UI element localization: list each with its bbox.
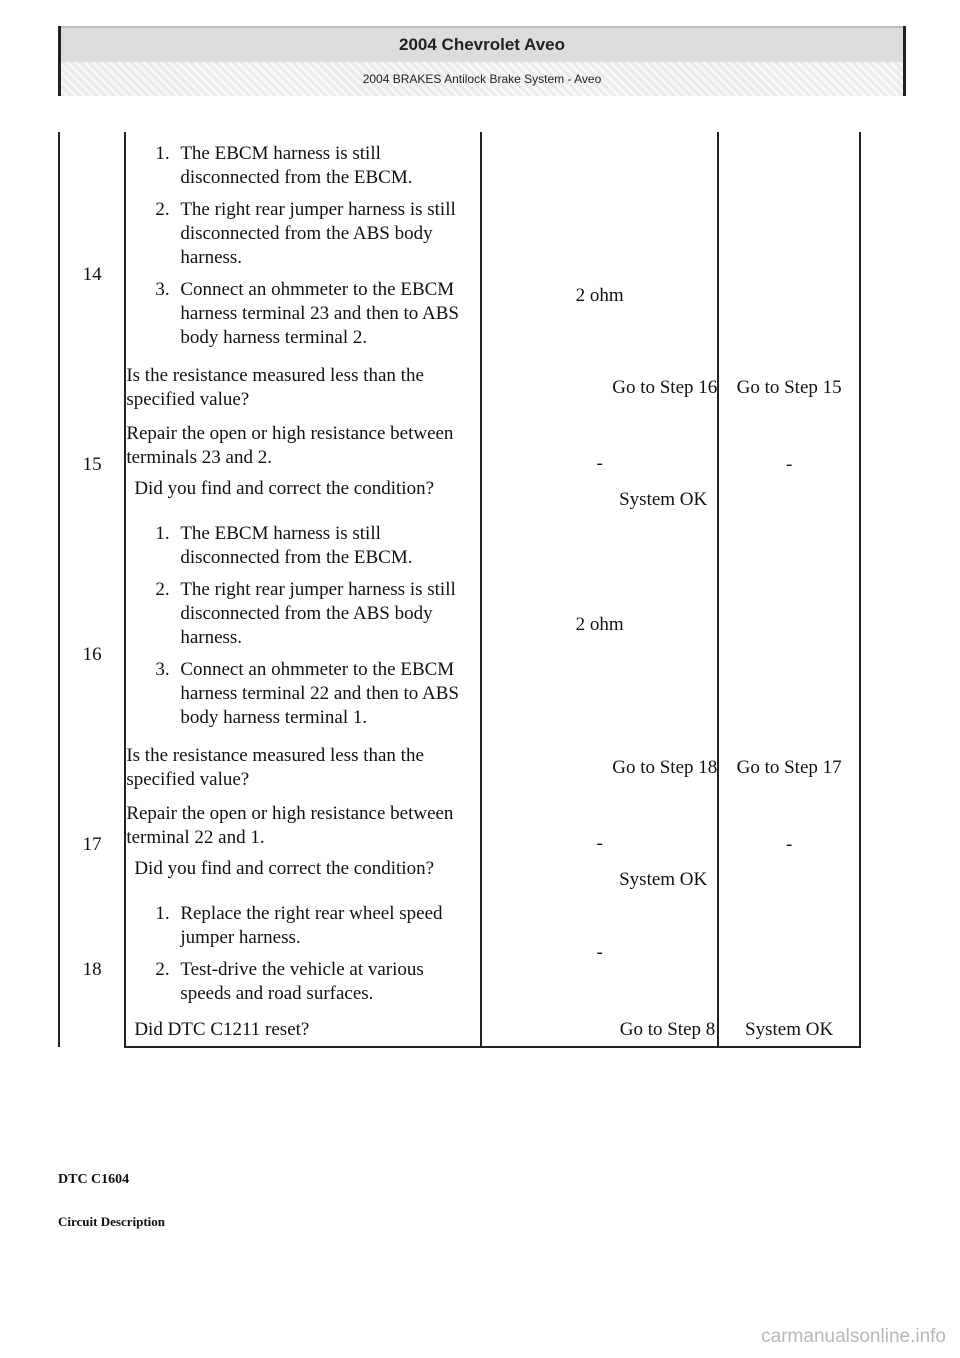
list-item: 2. The right rear jumper harness is still disconnected from the ABS body harness.	[174, 198, 474, 270]
document-header	[58, 26, 906, 96]
dtc-heading: DTC C1604	[58, 1172, 130, 1187]
no-result: -	[718, 798, 860, 892]
action-text: Repair the open or high resistance between terminal 22 and 1.	[125, 798, 481, 854]
question-text: Is the resistance measured less than the specified value?	[125, 738, 481, 798]
question-text: Did you find and correct the condition?	[125, 474, 481, 512]
yes-result: Go to Step 18	[481, 738, 718, 798]
yes-result: System OK	[619, 489, 708, 510]
table-row	[59, 798, 860, 854]
table-row	[59, 418, 860, 474]
document-title: 2004 Chevrolet Aveo	[61, 26, 903, 62]
list-item: 2. The right rear jumper harness is still disconnected from the ABS body harness.	[174, 578, 474, 650]
table-row	[59, 892, 860, 1014]
yes-result: Go to Step 16	[481, 358, 718, 418]
action-cell	[125, 512, 481, 738]
table-row	[59, 1014, 860, 1047]
step-number: 18	[59, 892, 125, 1047]
document-subtitle: 2004 BRAKES Antilock Brake System - Aveo	[61, 62, 903, 96]
action-cell	[125, 132, 481, 358]
step-number: 17	[59, 798, 125, 892]
yes-result: System OK	[619, 869, 708, 890]
list-item: 2. Test-drive the vehicle at various speeds and road surfaces.	[174, 958, 474, 1006]
table-row	[59, 358, 860, 418]
value-cell: 2 ohm	[481, 132, 718, 358]
no-result: System OK	[718, 1014, 860, 1047]
table-row	[59, 132, 860, 358]
action-list	[126, 892, 480, 1006]
list-item: 1. Replace the right rear wheel speed jumper harness.	[174, 902, 474, 950]
value-cell: -	[481, 892, 718, 1014]
question-text: Did DTC C1211 reset?	[125, 1014, 481, 1047]
table-row	[59, 738, 860, 798]
no-result: Go to Step 17	[718, 738, 860, 798]
question-text: Did you find and correct the condition?	[125, 854, 481, 892]
no-result: Go to Step 15	[718, 358, 860, 418]
value-cell: 2 ohm	[481, 512, 718, 738]
question-text: Is the resistance measured less than the specified value?	[125, 358, 481, 418]
value-cell: -	[596, 833, 603, 854]
action-text: Repair the open or high resistance between terminals 23 and 2.	[125, 418, 481, 474]
list-item: 3. Connect an ohmmeter to the EBCM harness terminal 23 and then to ABS body harness terminal 2.	[174, 278, 474, 350]
action-list	[126, 132, 480, 350]
step-number: 16	[59, 512, 125, 798]
step-number: 14	[59, 132, 125, 418]
yes-result: Go to Step 8	[481, 1014, 718, 1047]
value-cell: -	[596, 453, 603, 474]
action-cell	[125, 892, 481, 1014]
list-item: 3. Connect an ohmmeter to the EBCM harness terminal 22 and then to ABS body harness terminal 1.	[174, 658, 474, 730]
step-number: 15	[59, 418, 125, 512]
list-item: 1. The EBCM harness is still disconnected from the EBCM.	[174, 142, 474, 190]
no-result: -	[718, 418, 860, 512]
watermark-text: carmanualsonline.info	[761, 1326, 946, 1347]
table-row	[59, 512, 860, 738]
section-heading: Circuit Description	[58, 1214, 165, 1229]
diagnostic-steps-table	[58, 132, 861, 1048]
action-list	[126, 512, 480, 730]
list-item: 1. The EBCM harness is still disconnected from the EBCM.	[174, 522, 474, 570]
